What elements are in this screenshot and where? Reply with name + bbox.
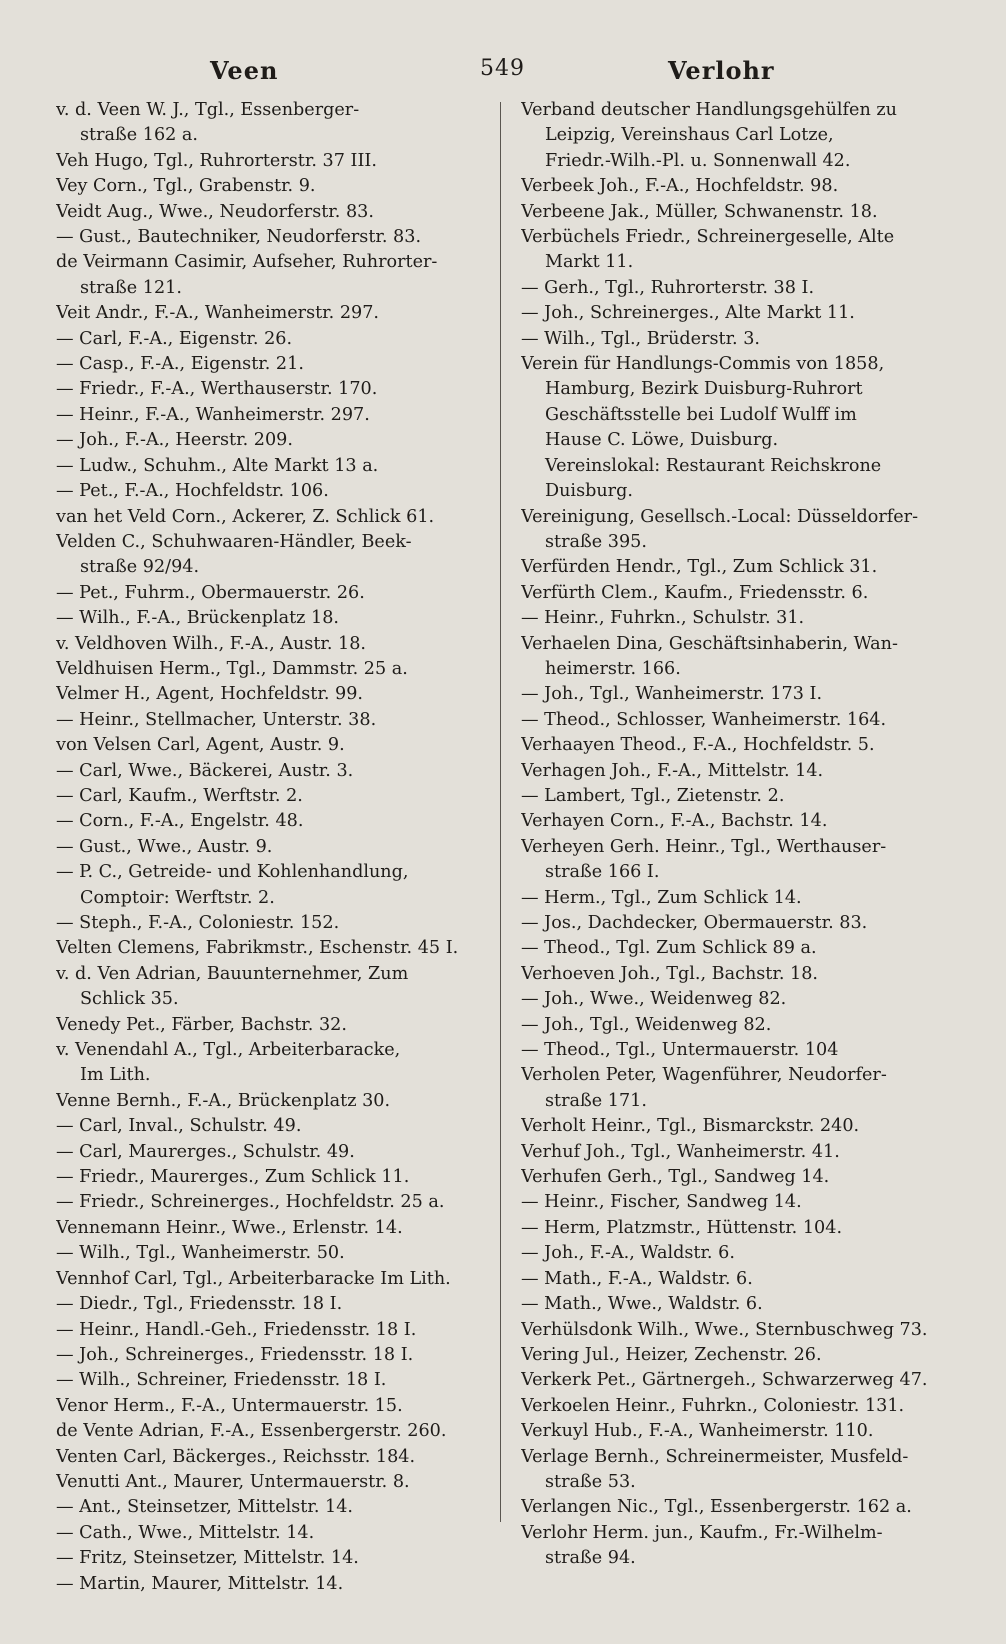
directory-line: van het Veld Corn., Ackerer, Z. Schlick 61.	[56, 506, 435, 527]
directory-line: — Math., Wwe., Waldstr. 6.	[521, 1294, 763, 1315]
directory-line: — P. C., Getreide- und Kohlenhandlung,	[56, 862, 409, 883]
directory-line: Vennhof Carl, Tgl., Arbeiterbaracke Im Lith.	[56, 1268, 451, 1289]
directory-line: Veit Andr., F.-A., Wanheimerstr. 297.	[56, 303, 380, 324]
running-head-right: Verlohr	[668, 56, 775, 85]
directory-line: Verbüchels Friedr., Schreinergeselle, Alte	[521, 227, 895, 248]
directory-line: Verhoeven Joh., Tgl., Bachstr. 18.	[521, 963, 819, 984]
directory-line: Vennemann Heinr., Wwe., Erlenstr. 14.	[56, 1217, 403, 1238]
directory-line: — Pet., Fuhrm., Obermauerstr. 26.	[56, 582, 365, 603]
directory-line: — Carl, Kaufm., Werftstr. 2.	[56, 785, 303, 806]
directory-line: Verein für Handlungs-Commis von 1858,	[521, 354, 885, 375]
directory-line: — Herm, Platzmstr., Hüttenstr. 104.	[521, 1217, 843, 1238]
column-divider	[500, 102, 501, 1522]
directory-line: Geschäftsstelle bei Ludolf Wulff im	[545, 404, 857, 425]
directory-line: Vering Jul., Heizer, Zechenstr. 26.	[521, 1344, 822, 1365]
directory-line: — Carl, Wwe., Bäckerei, Austr. 3.	[56, 760, 354, 781]
directory-line: straße 121.	[80, 277, 182, 298]
directory-line: Verheyen Gerh. Heinr., Tgl., Werthauser-	[521, 836, 887, 857]
left-column	[56, 98, 482, 1597]
directory-line: — Ant., Steinsetzer, Mittelstr. 14.	[56, 1497, 353, 1518]
directory-line: straße 92/94.	[80, 557, 200, 578]
directory-line: Schlick 35.	[80, 989, 179, 1010]
directory-line: — Martin, Maurer, Mittelstr. 14.	[56, 1573, 344, 1594]
directory-line: Leipzig, Vereinshaus Carl Lotze,	[545, 125, 834, 146]
directory-line: Vereinigung, Gesellsch.-Local: Düsseldorfer-	[521, 506, 919, 527]
directory-line: de Veirmann Casimir, Aufseher, Ruhrorter-	[56, 252, 438, 273]
directory-line: — Cath., Wwe., Mittelstr. 14.	[56, 1522, 315, 1543]
right-column	[521, 98, 953, 1572]
directory-line: straße 171.	[545, 1090, 647, 1111]
directory-line: Venne Bernh., F.-A., Brückenplatz 30.	[56, 1090, 391, 1111]
directory-line: — Joh., Tgl., Wanheimerstr. 173 I.	[521, 684, 823, 705]
directory-line: — Lambert, Tgl., Zietenstr. 2.	[521, 785, 785, 806]
directory-line: Veldhuisen Herm., Tgl., Dammstr. 25 a.	[56, 658, 408, 679]
directory-line: Verhufen Gerh., Tgl., Sandweg 14.	[521, 1167, 830, 1188]
directory-line: Markt 11.	[545, 252, 634, 273]
running-head-left: Veen	[210, 56, 279, 85]
directory-line: Vey Corn., Tgl., Grabenstr. 9.	[56, 176, 316, 197]
directory-line: — Joh., F.-A., Heerstr. 209.	[56, 430, 293, 451]
directory-line: Verhaayen Theod., F.-A., Hochfeldstr. 5.	[521, 735, 875, 756]
directory-line: Verholen Peter, Wagenführer, Neudorfer-	[521, 1065, 887, 1086]
directory-line: Veidt Aug., Wwe., Neudorferstr. 83.	[56, 201, 374, 222]
directory-line: v. d. Veen W. J., Tgl., Essenberger-	[56, 100, 360, 120]
directory-line: — Theod., Schlosser, Wanheimerstr. 164.	[521, 709, 887, 730]
directory-line: — Wilh., Tgl., Wanheimerstr. 50.	[56, 1243, 345, 1264]
directory-line: — Ludw., Schuhm., Alte Markt 13 a.	[56, 455, 379, 476]
directory-line: — Theod., Tgl., Untermauerstr. 104	[521, 1040, 839, 1061]
directory-line: — Carl, Maurerges., Schulstr. 49.	[56, 1141, 355, 1162]
directory-line: — Herm., Tgl., Zum Schlick 14.	[521, 887, 802, 908]
directory-line: Venedy Pet., Färber, Bachstr. 32.	[56, 1014, 347, 1035]
directory-line: straße 395.	[545, 531, 647, 552]
directory-line: de Vente Adrian, F.-A., Essenbergerstr. 260.	[56, 1421, 447, 1442]
directory-line: — Heinr., Fischer, Sandweg 14.	[521, 1192, 802, 1213]
directory-line: — Joh., Tgl., Weidenweg 82.	[521, 1014, 772, 1035]
directory-line: — Pet., F.-A., Hochfeldstr. 106.	[56, 481, 329, 502]
directory-line: — Jos., Dachdecker, Obermauerstr. 83.	[521, 913, 868, 933]
directory-line: — Fritz, Steinsetzer, Mittelstr. 14.	[56, 1548, 359, 1569]
directory-line: Velden C., Schuhwaaren-Händler, Beek-	[56, 531, 412, 552]
directory-line: — Friedr., Maurerges., Zum Schlick 11.	[56, 1167, 410, 1188]
directory-line: — Joh., Wwe., Weidenweg 82.	[521, 989, 787, 1010]
directory-line: — Joh., F.-A., Waldstr. 6.	[521, 1243, 735, 1264]
directory-line: Verlohr Herm. jun., Kaufm., Fr.-Wilhelm-	[521, 1522, 883, 1543]
directory-line: — Wilh., F.-A., Brückenplatz 18.	[56, 608, 340, 629]
directory-line: Verlage Bernh., Schreinermeister, Musfeld-	[521, 1446, 909, 1467]
directory-line: v. Venendahl A., Tgl., Arbeiterbaracke,	[56, 1040, 401, 1061]
directory-line: — Math., F.-A., Waldstr. 6.	[521, 1268, 753, 1289]
directory-line: Velmer H., Agent, Hochfeldstr. 99.	[56, 684, 363, 705]
directory-line: Verbeek Joh., F.-A., Hochfeldstr. 98.	[521, 176, 839, 197]
page-number: 549	[480, 56, 525, 81]
directory-line: Verkoelen Heinr., Fuhrkn., Coloniestr. 131.	[521, 1395, 905, 1416]
directory-line: Duisburg.	[545, 481, 633, 502]
directory-line: Im Lith.	[80, 1065, 151, 1086]
directory-line: — Wilh., Tgl., Brüderstr. 3.	[521, 328, 761, 349]
directory-line: Hause C. Löwe, Duisburg.	[545, 430, 779, 451]
directory-line: straße 94.	[545, 1548, 636, 1569]
directory-line: — Heinr., F.-A., Wanheimerstr. 297.	[56, 404, 370, 425]
directory-line: Hamburg, Bezirk Duisburg-Ruhrort	[545, 379, 863, 400]
directory-line: Venutti Ant., Maurer, Untermauerstr. 8.	[56, 1471, 410, 1492]
directory-line: Veh Hugo, Tgl., Ruhrorterstr. 37 III.	[56, 150, 377, 171]
directory-line: Verhagen Joh., F.-A., Mittelstr. 14.	[521, 760, 824, 781]
directory-line: — Friedr., F.-A., Werthauserstr. 170.	[56, 379, 378, 400]
directory-line: — Gust., Bautechniker, Neudorferstr. 83.	[56, 227, 422, 248]
directory-line: Verlangen Nic., Tgl., Essenbergerstr. 162 a.	[521, 1497, 912, 1518]
directory-line: — Casp., F.-A., Eigenstr. 21.	[56, 354, 304, 375]
directory-line: — Diedr., Tgl., Friedensstr. 18 I.	[56, 1294, 343, 1315]
directory-line: Velten Clemens, Fabrikmstr., Eschenstr. 45 I.	[56, 938, 459, 959]
directory-line: — Friedr., Schreinerges., Hochfeldstr. 25 a.	[56, 1192, 445, 1213]
directory-line: Verfürden Hendr., Tgl., Zum Schlick 31.	[521, 557, 878, 578]
directory-line: Verholt Heinr., Tgl., Bismarckstr. 240.	[521, 1116, 860, 1137]
directory-line: straße 166 I.	[545, 862, 660, 883]
directory-line: Verband deutscher Handlungsgehülfen zu	[521, 100, 897, 120]
directory-line: Verfürth Clem., Kaufm., Friedensstr. 6.	[521, 582, 869, 603]
directory-line: Verhaelen Dina, Geschäftsinhaberin, Wan-	[521, 633, 898, 654]
directory-line: Venor Herm., F.-A., Untermauerstr. 15.	[56, 1395, 403, 1416]
directory-line: straße 162 a.	[80, 125, 199, 146]
directory-line: — Wilh., Schreiner, Friedensstr. 18 I.	[56, 1370, 387, 1391]
directory-line: Verkuyl Hub., F.-A., Wanheimerstr. 110.	[521, 1421, 874, 1442]
directory-line: Verhayen Corn., F.-A., Bachstr. 14.	[521, 811, 828, 832]
directory-line: Vereinslokal: Restaurant Reichskrone	[545, 455, 882, 476]
directory-line: — Theod., Tgl. Zum Schlick 89 a.	[521, 938, 817, 959]
directory-line: Verbeene Jak., Müller, Schwanenstr. 18.	[521, 201, 878, 222]
directory-line: — Gerh., Tgl., Ruhrorterstr. 38 I.	[521, 277, 815, 298]
directory-line: Verhuf Joh., Tgl., Wanheimerstr. 41.	[521, 1141, 840, 1162]
directory-line: — Carl, Inval., Schulstr. 49.	[56, 1116, 302, 1137]
directory-line: straße 53.	[545, 1471, 636, 1492]
directory-line: Verhülsdonk Wilh., Wwe., Sternbuschweg 73.	[521, 1319, 928, 1340]
directory-line: — Joh., Schreinerges., Alte Markt 11.	[521, 303, 855, 324]
directory-line: v. d. Ven Adrian, Bauunternehmer, Zum	[56, 963, 409, 984]
directory-line: — Gust., Wwe., Austr. 9.	[56, 836, 273, 857]
directory-line: — Corn., F.-A., Engelstr. 48.	[56, 811, 304, 832]
directory-line: Venten Carl, Bäckerges., Reichsstr. 184.	[56, 1446, 416, 1467]
directory-line: — Carl, F.-A., Eigenstr. 26.	[56, 328, 293, 349]
directory-line: v. Veldhoven Wilh., F.-A., Austr. 18.	[56, 633, 367, 654]
directory-line: — Heinr., Handl.-Geh., Friedensstr. 18 I.	[56, 1319, 417, 1340]
directory-line: — Steph., F.-A., Coloniestr. 152.	[56, 913, 340, 933]
directory-line: von Velsen Carl, Agent, Austr. 9.	[56, 735, 345, 756]
directory-line: — Joh., Schreinerges., Friedensstr. 18 I.	[56, 1344, 414, 1365]
directory-line: heimerstr. 166.	[545, 658, 681, 679]
directory-line: Verkerk Pet., Gärtnergeh., Schwarzerweg 47.	[521, 1370, 928, 1391]
directory-line: Comptoir: Werftstr. 2.	[80, 887, 275, 908]
directory-line: Friedr.-Wilh.-Pl. u. Sonnenwall 42.	[545, 150, 851, 171]
directory-line: — Heinr., Fuhrkn., Schulstr. 31.	[521, 608, 805, 629]
directory-line: — Heinr., Stellmacher, Unterstr. 38.	[56, 709, 377, 730]
